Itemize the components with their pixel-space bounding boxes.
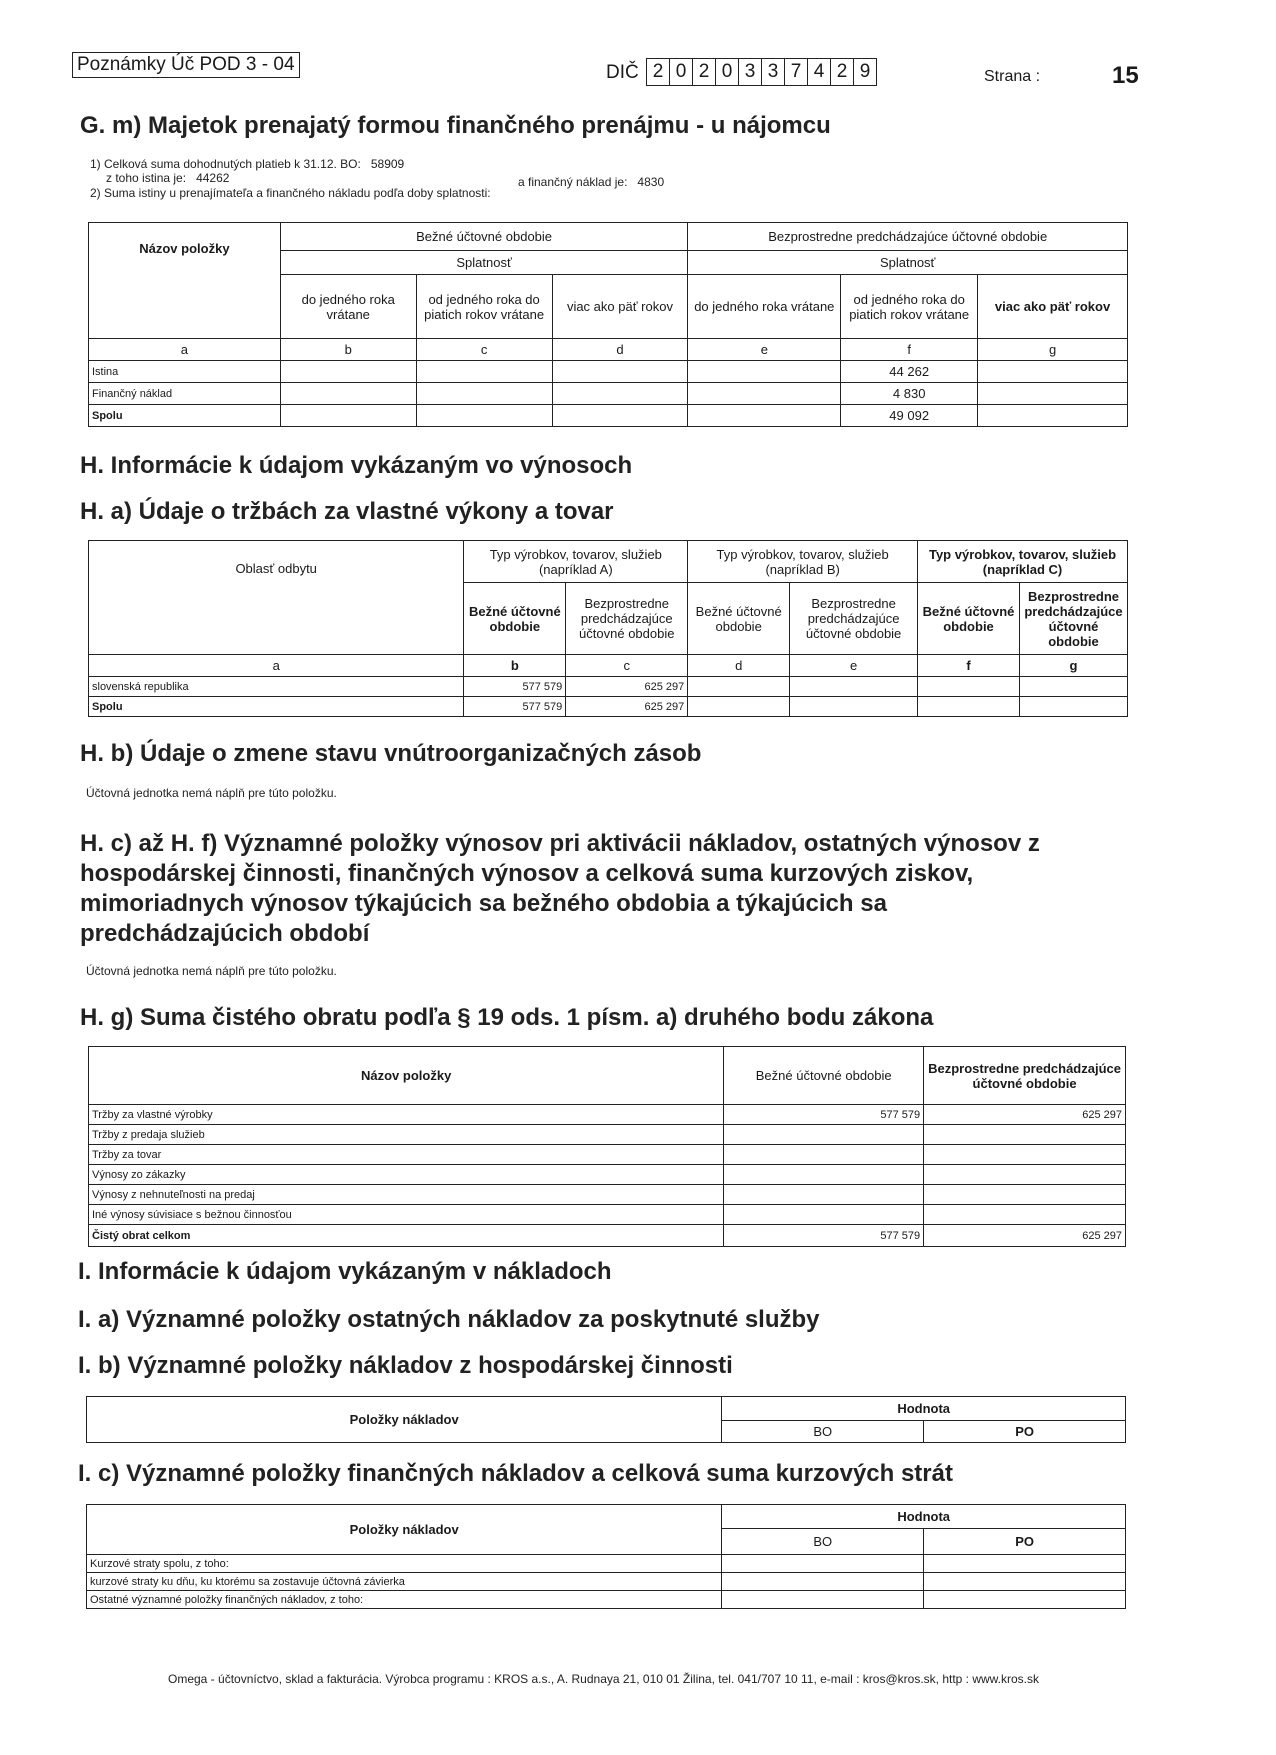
ha-letter: g — [1019, 655, 1127, 677]
table-row: Výnosy zo zákazky — [89, 1165, 1126, 1185]
ha-letter: b — [464, 655, 566, 677]
ic-bo: BO — [722, 1529, 924, 1555]
gm-name-header: Názov položky — [89, 223, 281, 339]
ib-items-header: Položky nákladov — [87, 1397, 722, 1443]
dic-digit: 2 — [831, 59, 854, 85]
table-row: Istina 44 262 — [89, 361, 1128, 383]
section-i-title: I. Informácie k údajom vykázaným v nákladoch — [78, 1258, 612, 1285]
gm-col-g: viac ako päť rokov — [978, 275, 1128, 339]
section-ha-title: H. a) Údaje o tržbách za vlastné výkony a tovar — [80, 498, 614, 525]
ic-items-header: Položky nákladov — [87, 1505, 722, 1555]
section-ib-title: I. b) Významné položky nákladov z hospodárskej činnosti — [78, 1352, 733, 1379]
ic-po: PO — [924, 1529, 1126, 1555]
ha-letter: c — [566, 655, 688, 677]
dic-digit: 2 — [647, 59, 670, 85]
ha-letter: a — [89, 655, 464, 677]
gm-col-d: viac ako päť rokov — [552, 275, 688, 339]
table-row: Tržby za tovar — [89, 1145, 1126, 1165]
dic-digit: 2 — [693, 59, 716, 85]
hc-note: Účtovná jednotka nemá náplň pre túto položku. — [86, 964, 337, 978]
section-hg-title: H. g) Suma čistého obratu podľa § 19 ods. 1 písm. a) druhého bodu zákona — [80, 1004, 934, 1031]
gm-letter: b — [280, 339, 416, 361]
ha-letter: d — [688, 655, 790, 677]
ib-bo: BO — [722, 1421, 924, 1443]
ha-previous: Bezprostredne predchádzajúce účtovné obdobie — [790, 583, 918, 655]
ha-letter: f — [918, 655, 1020, 677]
ha-current: Bežné účtovné obdobie — [918, 583, 1020, 655]
gm-cell-f: 4 830 — [841, 383, 978, 405]
table-row: Kurzové straty spolu, z toho: — [87, 1555, 1126, 1573]
gm-maturity-previous: Splatnosť — [688, 251, 1128, 275]
ic-table — [86, 1504, 1126, 1609]
ha-type-a: Typ výrobkov, tovarov, služieb (napríklad A) — [464, 541, 688, 583]
gm-table — [88, 222, 1128, 427]
gm-financial-cost-value: 4830 — [637, 175, 665, 189]
ha-current: Bežné účtovné obdobie — [464, 583, 566, 655]
ib-po: PO — [924, 1421, 1126, 1443]
dic-digit: 9 — [859, 61, 871, 82]
table-row: Tržby z predaja služieb — [89, 1125, 1126, 1145]
section-hc-title-line3: mimoriadnych výnosov týkajúcich sa bežného obdobia a týkajúcich sa — [80, 890, 887, 917]
dic-digit: 0 — [670, 59, 693, 85]
dic-digit: 3 — [762, 59, 785, 85]
hg-name-header: Názov položky — [89, 1047, 724, 1105]
ha-previous: Bezprostredne predchádzajúce účtovné obdobie — [566, 583, 688, 655]
gm-col-c: od jedného roka do piatich rokov vrátane — [416, 275, 552, 339]
gm-total-value: 58909 — [370, 157, 405, 171]
gm-col-b: do jedného roka vrátane — [280, 275, 416, 339]
footer-text: Omega - účtovníctvo, sklad a fakturácia. Výrobca programu : KROS a.s., A. Rudnaya 21, 010 01 Žilina, tel. 041/707 10 11, e-mail : kros@kros.sk, http : www.kros.sk — [168, 1672, 1040, 1686]
ha-type-b: Typ výrobkov, tovarov, služieb (napríklad B) — [688, 541, 918, 583]
page-number: 15 — [1112, 62, 1139, 89]
section-hc-title-line4: predchádzajúcich období — [80, 920, 370, 947]
gm-previous-period: Bezprostredne predchádzajúce účtovné obdobie — [688, 223, 1128, 251]
table-row: Tržby za vlastné výrobky 577 579 625 297 — [89, 1105, 1126, 1125]
table-row: Ostatné významné položky finančných nákladov, z toho: — [87, 1591, 1126, 1609]
hg-previous: Bezprostredne predchádzajúce účtovné obdobie — [924, 1047, 1126, 1105]
ib-table — [86, 1396, 1126, 1443]
section-hc-title-line2: hospodárskej činnosti, finančných výnosov a celková suma kurzových ziskov, — [80, 860, 974, 887]
gm-letter: c — [416, 339, 552, 361]
dic-digit: 3 — [739, 59, 762, 85]
hg-table — [88, 1046, 1126, 1247]
ha-table — [88, 540, 1128, 717]
table-row: kurzové straty ku dňu, ku ktorému sa zostavuje účtovná závierka — [87, 1573, 1126, 1591]
hg-current: Bežné účtovné obdobie — [724, 1047, 924, 1105]
section-ia-title: I. a) Významné položky ostatných nákladov za poskytnuté služby — [78, 1306, 820, 1333]
gm-col-e: do jedného roka vrátane — [688, 275, 841, 339]
dic-label: DIČ — [606, 62, 639, 83]
gm-principal-value: 44262 — [196, 171, 230, 185]
ic-value-header: Hodnota — [722, 1505, 1126, 1529]
section-ic-title: I. c) Významné položky finančných nákladov a celková suma kurzových strát — [78, 1460, 953, 1487]
ha-current: Bežné účtovné obdobie — [688, 583, 790, 655]
gm-letter: f — [841, 339, 978, 361]
gm-line3: 2) Suma istiny u prenajímateľa a finančného nákladu podľa doby splatnosti: — [90, 186, 491, 200]
dic-digit: 0 — [716, 59, 739, 85]
page-label: Strana : — [984, 68, 1041, 85]
table-row: Iné výnosy súvisiace s bežnou činnosťou — [89, 1205, 1126, 1225]
ha-type-c: Typ výrobkov, tovarov, služieb (napríklad C) — [918, 541, 1128, 583]
table-row: Spolu 49 092 — [89, 405, 1128, 427]
ib-value-header: Hodnota — [722, 1397, 1126, 1421]
ha-letter: e — [790, 655, 918, 677]
gm-current-period: Bežné účtovné obdobie — [280, 223, 688, 251]
hb-note: Účtovná jednotka nemá náplň pre túto položku. — [86, 786, 337, 800]
ha-area-header: Oblasť odbytu — [89, 541, 464, 655]
gm-line1: 1) Celková suma dohodnutých platieb k 31.12. BO: 58909 — [90, 157, 405, 171]
dic-number — [646, 58, 877, 86]
table-row: Čistý obrat celkom 577 579 625 297 — [89, 1225, 1126, 1247]
gm-line2: z toho istina je: 44262 — [106, 171, 230, 185]
section-gm-title: G. m) Majetok prenajatý formou finančného prenájmu - u nájomcu — [80, 112, 831, 139]
dic-digit: 7 — [785, 59, 808, 85]
table-row: Spolu 577 579 625 297 — [89, 697, 1128, 717]
gm-letter: a — [89, 339, 281, 361]
dic-digit: 4 — [808, 59, 831, 85]
gm-col-f: od jedného roka do piatich rokov vrátane — [841, 275, 978, 339]
section-h-title: H. Informácie k údajom vykázaným vo výnosoch — [80, 452, 633, 479]
gm-line2b: a finančný náklad je: 4830 — [518, 175, 665, 189]
gm-letter: e — [688, 339, 841, 361]
gm-letter: g — [978, 339, 1128, 361]
section-hc-title-line1: H. c) až H. f) Významné položky výnosov pri aktivácii nákladov, ostatných výnosov z — [80, 830, 1040, 857]
ha-previous: Bezprostredne predchádzajúce účtovné obdobie — [1019, 583, 1127, 655]
form-label: Poznámky Úč POD 3 - 04 — [72, 52, 300, 78]
table-row: Výnosy z nehnuteľnosti na predaj — [89, 1185, 1126, 1205]
gm-cell-f: 49 092 — [841, 405, 978, 427]
table-row: slovenská republika 577 579 625 297 — [89, 677, 1128, 697]
gm-maturity-current: Splatnosť — [280, 251, 688, 275]
table-row: Finančný náklad 4 830 — [89, 383, 1128, 405]
section-hb-title: H. b) Údaje o zmene stavu vnútroorganizačných zásob — [80, 740, 702, 767]
gm-letter: d — [552, 339, 688, 361]
gm-cell-f: 44 262 — [841, 361, 978, 383]
